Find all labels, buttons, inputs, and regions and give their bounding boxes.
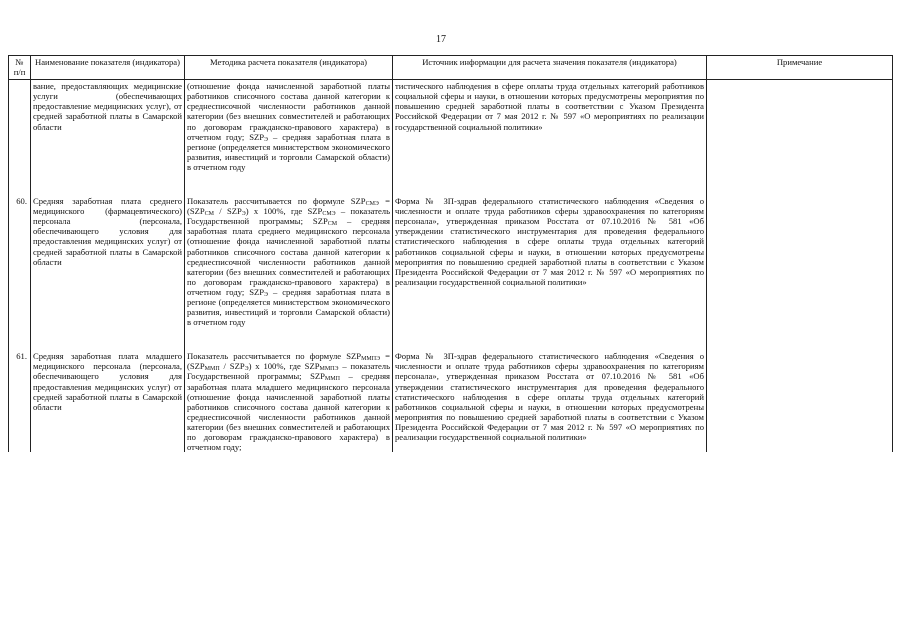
source-cell: Форма № ЗП-здрав федерального статистического наблюдения «Сведения о численности и оплате труда работников сферы здравоохранения по категориям персонала», утвержденная приказом Росстата от 07.10.2016 № 581 «Об утверждении статистического инструментария для проведения федерального статистического наблюдения в сфере оплаты труда отдельных категорий работников социальной сферы и науки, в отношении которых предусмотрены мероприятия по повышению средней заработной платы в соответствии с Указом Президента Российской Федерации от 7 мая 2012 г. № 597 «О мероприятиях по реализации государственной социальной политики» bbox=[393, 196, 707, 327]
indicator-name: Средняя заработная плата среднего медицинского (фармацевтического) персонала (персонала, обеспечивающего условия для предоставления медицинских услуг) от средней заработной платы в Самарской области bbox=[31, 196, 185, 327]
source-cell: Форма № ЗП-здрав федерального статистического наблюдения «Сведения о численности и оплате труда работников сферы здравоохранения по категориям персонала», утвержденная приказом Росстата от 07.10.2016 № 581 «Об утверждении статистического инструментария для проведения федерального статистического наблюдения в сфере оплаты труда отдельных категорий работников социальной сферы и науки, в отношении которых предусмотрены мероприятия по повышению средней заработной платы в соответствии с Указом Президента Российской Федерации от 7 мая 2012 г. № 597 «О мероприятиях по реализации государственной социальной политики» bbox=[393, 351, 707, 452]
row-spacer bbox=[9, 327, 893, 351]
note-cell bbox=[707, 80, 893, 172]
header-name: Наименование показателя (индикатора) bbox=[31, 56, 185, 80]
method-cell: Показатель рассчитывается по формуле $SZP_{СМЭ} = (SZP_{СМ} / SZP_Э)$ х 100%, где $SZP_{СМЭ}$ – показатель Государственной программы; $SZP_{СМ}$ – средняя заработная плата среднего медицинского персонала (отношение фонда начисленной заработной платы работников списочного состава данной категории к среднесписочной численности работников данной категории (без внешних совместителей и работающих по договорам гражданско-правового характера) в отчетном году; $SZP_Э$ – средняя заработная плата в регионе (определяется министерством экономического развития, инвестиций и торговли Самарской области) в отчетном году bbox=[185, 196, 393, 327]
row-spacer bbox=[9, 172, 893, 196]
method-cell: Показатель рассчитывается по формуле $SZP_{ММПЭ} = (SZP_{ММП} / SZP_Э)$ х 100%, где $SZP_{ММПЭ}$ – показатель Государственной программы; $SZP_{ММП}$ – средняя заработная плата младшего медицинского персонала (отношение фонда начисленной заработной платы работников списочного состава данной категории к среднесписочной численности работников данной категории (без внешних совместителей и работающих по договорам гражданско-правового характера) в отчетном году; bbox=[185, 351, 393, 452]
table-row bbox=[9, 80, 893, 172]
table-header-row bbox=[9, 56, 893, 80]
row-number: 60. bbox=[9, 196, 31, 327]
row-number: 61. bbox=[9, 351, 31, 452]
source-cell: тистического наблюдения в сфере оплаты труда отдельных категорий работников социальной сферы и науки, в отношении которых предусмотрены мероприятия по повышению средней заработной платы в соответствии с Указом Президента Российской Федерации от 7 мая 2012 г. № 597 «О мероприятиях по реализации государственной социальной политики» bbox=[393, 80, 707, 172]
method-cell: (отношение фонда начисленной заработной платы работников списочного состава данной категории к среднесписочной численности работников данной категории (без внешних совместителей и работающих по договорам гражданско-правового характера) в отчетном году; $SZP_Э$ – средняя заработная плата в регионе (определяется министерством экономического развития, инвестиций и торговли Самарской области) в отчетном году bbox=[185, 80, 393, 172]
indicator-name: вание, предоставляющих медицинские услуги (обеспечивающих предоставление медицинских услуг), от средней заработной платы в Самарской области bbox=[31, 80, 185, 172]
indicators-table bbox=[8, 55, 893, 452]
header-num: № п/п bbox=[9, 56, 31, 80]
note-cell bbox=[707, 196, 893, 327]
table-row bbox=[9, 351, 893, 452]
header-note: Примечание bbox=[707, 56, 893, 80]
page-number: 17 bbox=[436, 34, 446, 45]
note-cell bbox=[707, 351, 893, 452]
table-row bbox=[9, 196, 893, 327]
header-method: Методика расчета показателя (индикатора) bbox=[185, 56, 393, 80]
indicator-name: Средняя заработная плата младшего медицинского персонала (персонала, обеспечивающего условия для предоставления медицинских услуг) от средней заработной платы в Самарской области bbox=[31, 351, 185, 452]
header-source: Источник информации для расчета значения показателя (индикатора) bbox=[393, 56, 707, 80]
row-number bbox=[9, 80, 31, 172]
